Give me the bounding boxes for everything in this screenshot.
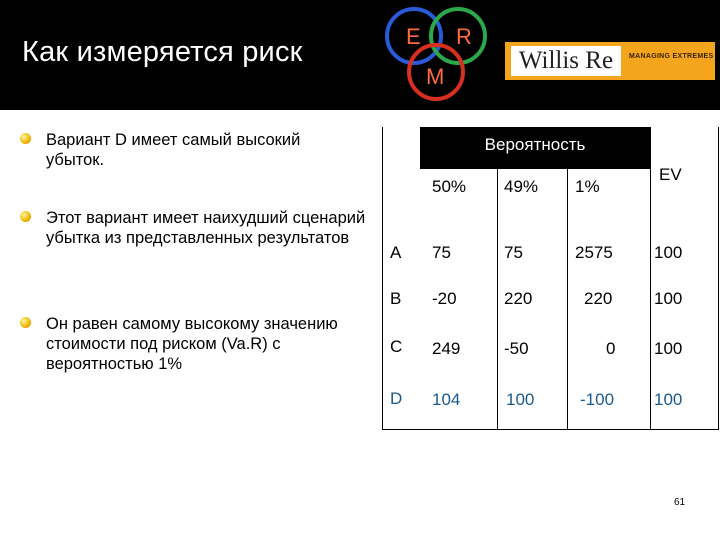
table-cell: 2575 — [575, 243, 613, 262]
table-border-ev — [650, 127, 651, 430]
table-cell: 75 — [504, 243, 523, 262]
table-cell: -20 — [432, 289, 457, 308]
table-cell-highlight: -100 — [580, 390, 615, 409]
column-header: 50% — [432, 177, 467, 196]
table-cell-highlight: 104 — [432, 390, 461, 409]
bullet-dot-icon — [20, 133, 31, 144]
ev-cell: 100 — [654, 243, 683, 262]
table-border-right — [718, 127, 719, 430]
column-header: 49% — [504, 177, 539, 196]
table-cell: 220 — [504, 289, 533, 308]
column-header: 1% — [575, 177, 600, 196]
erm-letter-e: E — [406, 24, 421, 49]
table-cell: 75 — [432, 243, 451, 262]
table-border-left — [382, 127, 383, 430]
table-cell: 0 — [606, 339, 616, 358]
bullet-dot-icon — [20, 317, 31, 328]
bullet-text: Он равен самому высокому значению стоимости под риском (Va.R) с вероятностью 1% — [46, 315, 338, 373]
ev-cell: 100 — [654, 289, 683, 308]
header-bar — [0, 0, 720, 110]
table-border-bottom — [382, 429, 719, 430]
table-col-divider — [567, 169, 568, 430]
erm-logo-icon — [376, 2, 496, 106]
erm-letter-m: M — [426, 64, 445, 89]
row-label: C — [390, 337, 403, 356]
page-number: 61 — [674, 497, 686, 508]
row-label: A — [390, 243, 402, 262]
row-label: B — [390, 289, 402, 308]
row-label-highlight: D — [390, 389, 403, 408]
slide-title: Как измеряется риск — [22, 36, 303, 68]
bullet-dot-icon — [20, 211, 31, 222]
bullet-text: Этот вариант имеет наихудший сценарий убытка из представленных результатов — [46, 209, 366, 247]
table-cell-highlight: 100 — [506, 390, 535, 409]
scenario-table — [382, 127, 719, 430]
willis-re-logo — [505, 42, 715, 80]
bullet-text: Вариант D имеет самый высокий убыток. — [46, 131, 301, 169]
table-cell: 220 — [584, 289, 613, 308]
table-col-divider — [497, 169, 498, 430]
probability-header: Вероятность — [420, 127, 650, 169]
ev-cell: 100 — [654, 339, 683, 358]
logo-tagline: MANAGING EXTREMES — [629, 53, 714, 60]
table-cell: 249 — [432, 339, 461, 358]
ev-cell-highlight: 100 — [654, 390, 683, 409]
table-cell: -50 — [504, 339, 529, 358]
erm-letter-r: R — [456, 24, 472, 49]
logo-name: Willis Re — [511, 46, 621, 76]
ev-header: EV — [659, 165, 682, 184]
